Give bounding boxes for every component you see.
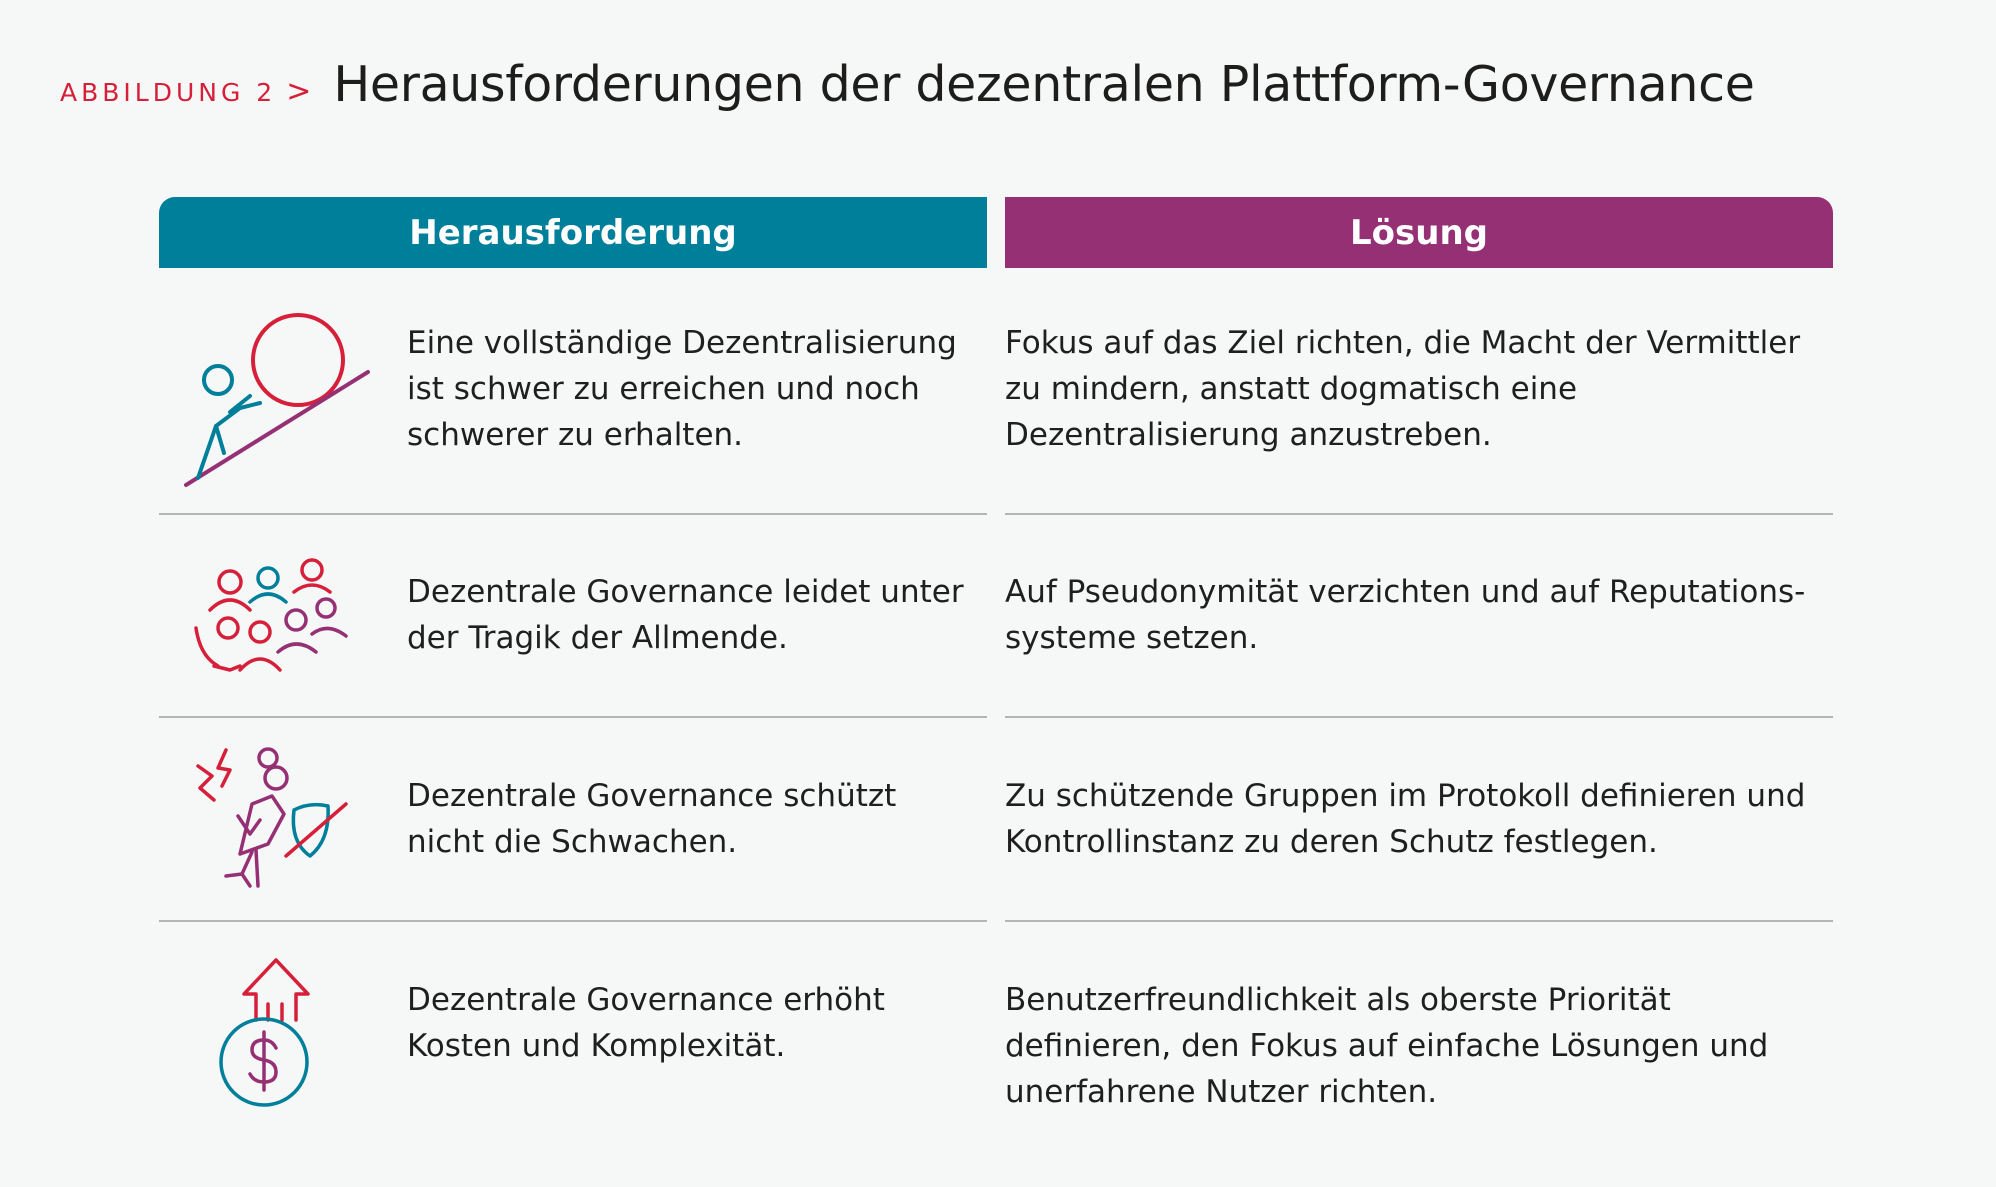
- challenge-text-3: Dezentrale Governance schützt nicht die Schwachen.: [407, 778, 897, 860]
- unprotected-person-icon: [190, 744, 350, 894]
- sisyphus-boulder-icon: [178, 308, 378, 493]
- challenge-text-1: Eine vollständige Dezentralisierung ist schwer zu erreichen und noch schwerer zu erhalten.: [407, 325, 957, 453]
- row-divider: [159, 513, 987, 515]
- row-divider: [1005, 716, 1833, 718]
- solution-text-2: Auf Pseudonymität verzichten und auf Reputations-systeme setzen.: [1005, 574, 1806, 656]
- row-divider: [159, 920, 987, 922]
- solution-text-1: Fokus auf das Ziel richten, die Macht der Vermittler zu mindern, anstatt dogmatisch eine Dezentralisierung anzustreben.: [1005, 325, 1801, 453]
- challenge-text-2: Dezentrale Governance leidet unter der Tragik der Allmende.: [407, 574, 964, 656]
- chevron-right-icon: >: [286, 74, 312, 109]
- figure-title: Herausforderungen der dezentralen Plattform-Governance: [333, 56, 1755, 113]
- row-divider: [159, 716, 987, 718]
- row-divider: [1005, 513, 1833, 515]
- challenge-text-4: Dezentrale Governance erhöht Kosten und Komplexität.: [407, 982, 885, 1064]
- column-header-challenge: Herausforderung: [159, 197, 987, 268]
- solution-text-4: Benutzerfreundlichkeit als oberste Priorität definieren, den Fokus auf einfache Lösungen und unerfahrene Nutzer richten.: [1005, 982, 1769, 1110]
- figure-header: [60, 56, 1755, 113]
- column-header-solution: Lösung: [1005, 197, 1833, 268]
- row-divider: [1005, 920, 1833, 922]
- crowd-people-icon: [188, 556, 353, 681]
- rising-cost-icon: [216, 954, 326, 1110]
- solution-text-3: Zu schützende Gruppen im Protokoll definieren und Kontrollinstanz zu deren Schutz festlegen.: [1005, 778, 1806, 860]
- figure-label: ABBILDUNG 2: [60, 78, 277, 107]
